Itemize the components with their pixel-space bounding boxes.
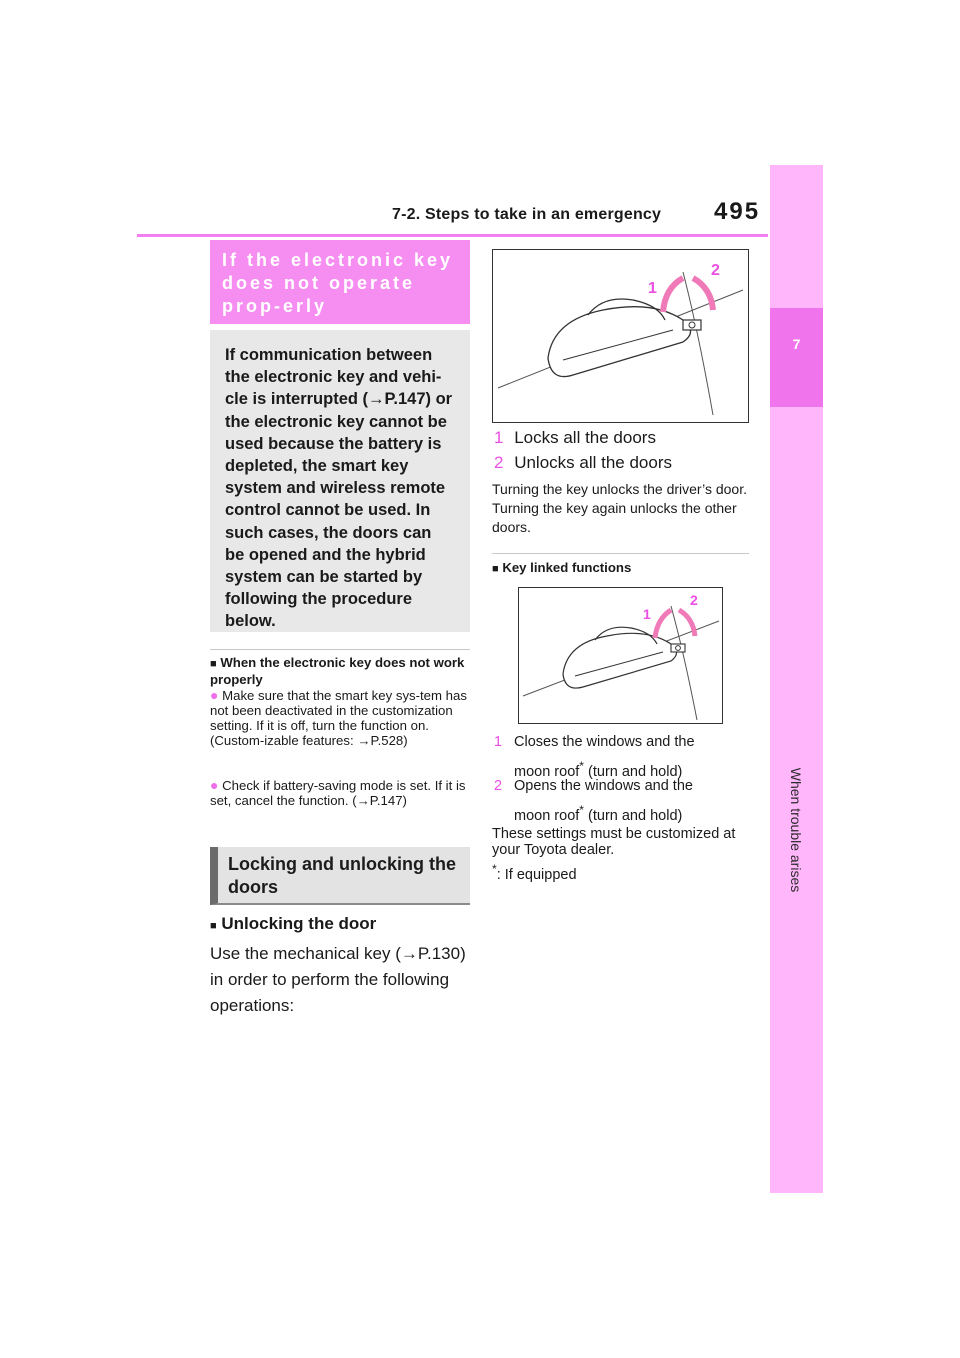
footnote-star: * <box>492 862 497 876</box>
chapter-number-tab: 7 <box>770 308 823 407</box>
door-handle-key-icon <box>493 250 748 422</box>
note-title: Key linked functions <box>502 560 632 575</box>
sub-heading-unlocking <box>210 914 376 934</box>
square-marker: ■ <box>492 563 499 575</box>
step-number: 2 <box>494 453 504 472</box>
section-heading-key-not-operating: If the electronic key does not operate prop-erly <box>210 240 470 324</box>
bullet-item <box>210 778 472 808</box>
footnote <box>492 862 577 883</box>
door-handle-figure <box>518 587 723 724</box>
figure-label-2: 2 <box>711 262 720 279</box>
door-handle-figure <box>492 249 749 423</box>
bullet-text: Check if battery-saving mode is set. If it is set, cancel the function. (→P.147) <box>210 778 466 808</box>
intro-text: If communication between the electronic key and vehi-cle is interrupted (→P.147) or the electronic key cannot be used because the battery is depleted, the smart key system and wireless remote control cannot be used. In such cases, the doors can be opened and the hybrid system can be started by following the procedure below. <box>225 346 453 631</box>
step-item <box>494 774 726 828</box>
step-text-suffix: (turn and hold) <box>584 807 683 824</box>
note-divider <box>492 553 749 554</box>
step-number: 2 <box>494 778 503 794</box>
footnote-star: * <box>579 759 584 773</box>
sub-heading-text: Unlocking the door <box>221 914 377 933</box>
customize-note: These settings must be customized at your Toyota dealer. <box>492 826 736 858</box>
step-text: Opens the windows and the moon roof <box>514 778 693 824</box>
intro-box <box>210 330 470 632</box>
step-item <box>494 453 672 473</box>
square-marker: ■ <box>210 920 217 932</box>
bullet-dot-icon: ● <box>210 777 219 793</box>
footnote-text: : If equipped <box>496 866 577 883</box>
step-number: 1 <box>494 734 503 750</box>
step-text: Closes the windows and the moon roof <box>514 734 695 780</box>
chapter-label: When trouble arises <box>788 767 804 893</box>
door-handle-key-icon <box>519 588 722 723</box>
step-text-suffix: (turn and hold) <box>584 763 683 780</box>
unlocking-body-text: Use the mechanical key (→P.130) in order to perform the following operations: <box>210 944 466 1015</box>
figure-label-1: 1 <box>648 280 657 297</box>
page-number: 495 <box>714 198 761 225</box>
note-title: When the electronic key does not work properly <box>210 655 465 687</box>
figure-label-2: 2 <box>690 592 698 608</box>
footnote-star: * <box>579 803 584 817</box>
steps-note: Turning the key unlocks the driver’s door. Turning the key again unlocks the other doors. <box>492 481 747 535</box>
note-key-linked-functions <box>492 560 631 577</box>
figure-label-1: 1 <box>643 606 651 622</box>
step-text: Unlocks all the doors <box>514 453 673 472</box>
step-number: 1 <box>494 428 504 447</box>
section-heading-locking-unlocking: Locking and unlocking the doors <box>210 847 470 905</box>
bullet-item <box>210 688 472 748</box>
step-item <box>494 428 656 448</box>
note-key-not-working <box>210 655 472 687</box>
header-rule <box>137 234 768 237</box>
bullet-dot-icon: ● <box>210 687 219 703</box>
step-text: Locks all the doors <box>514 428 656 447</box>
note-divider <box>210 649 470 650</box>
section-title: 7-2. Steps to take in an emergency <box>392 206 662 223</box>
bullet-text: Make sure that the smart key sys-tem has not been deactivated in the customization setting. If it is off, turn the function on. (Custom-izable features: →P.528) <box>210 688 467 748</box>
square-marker: ■ <box>210 658 217 670</box>
